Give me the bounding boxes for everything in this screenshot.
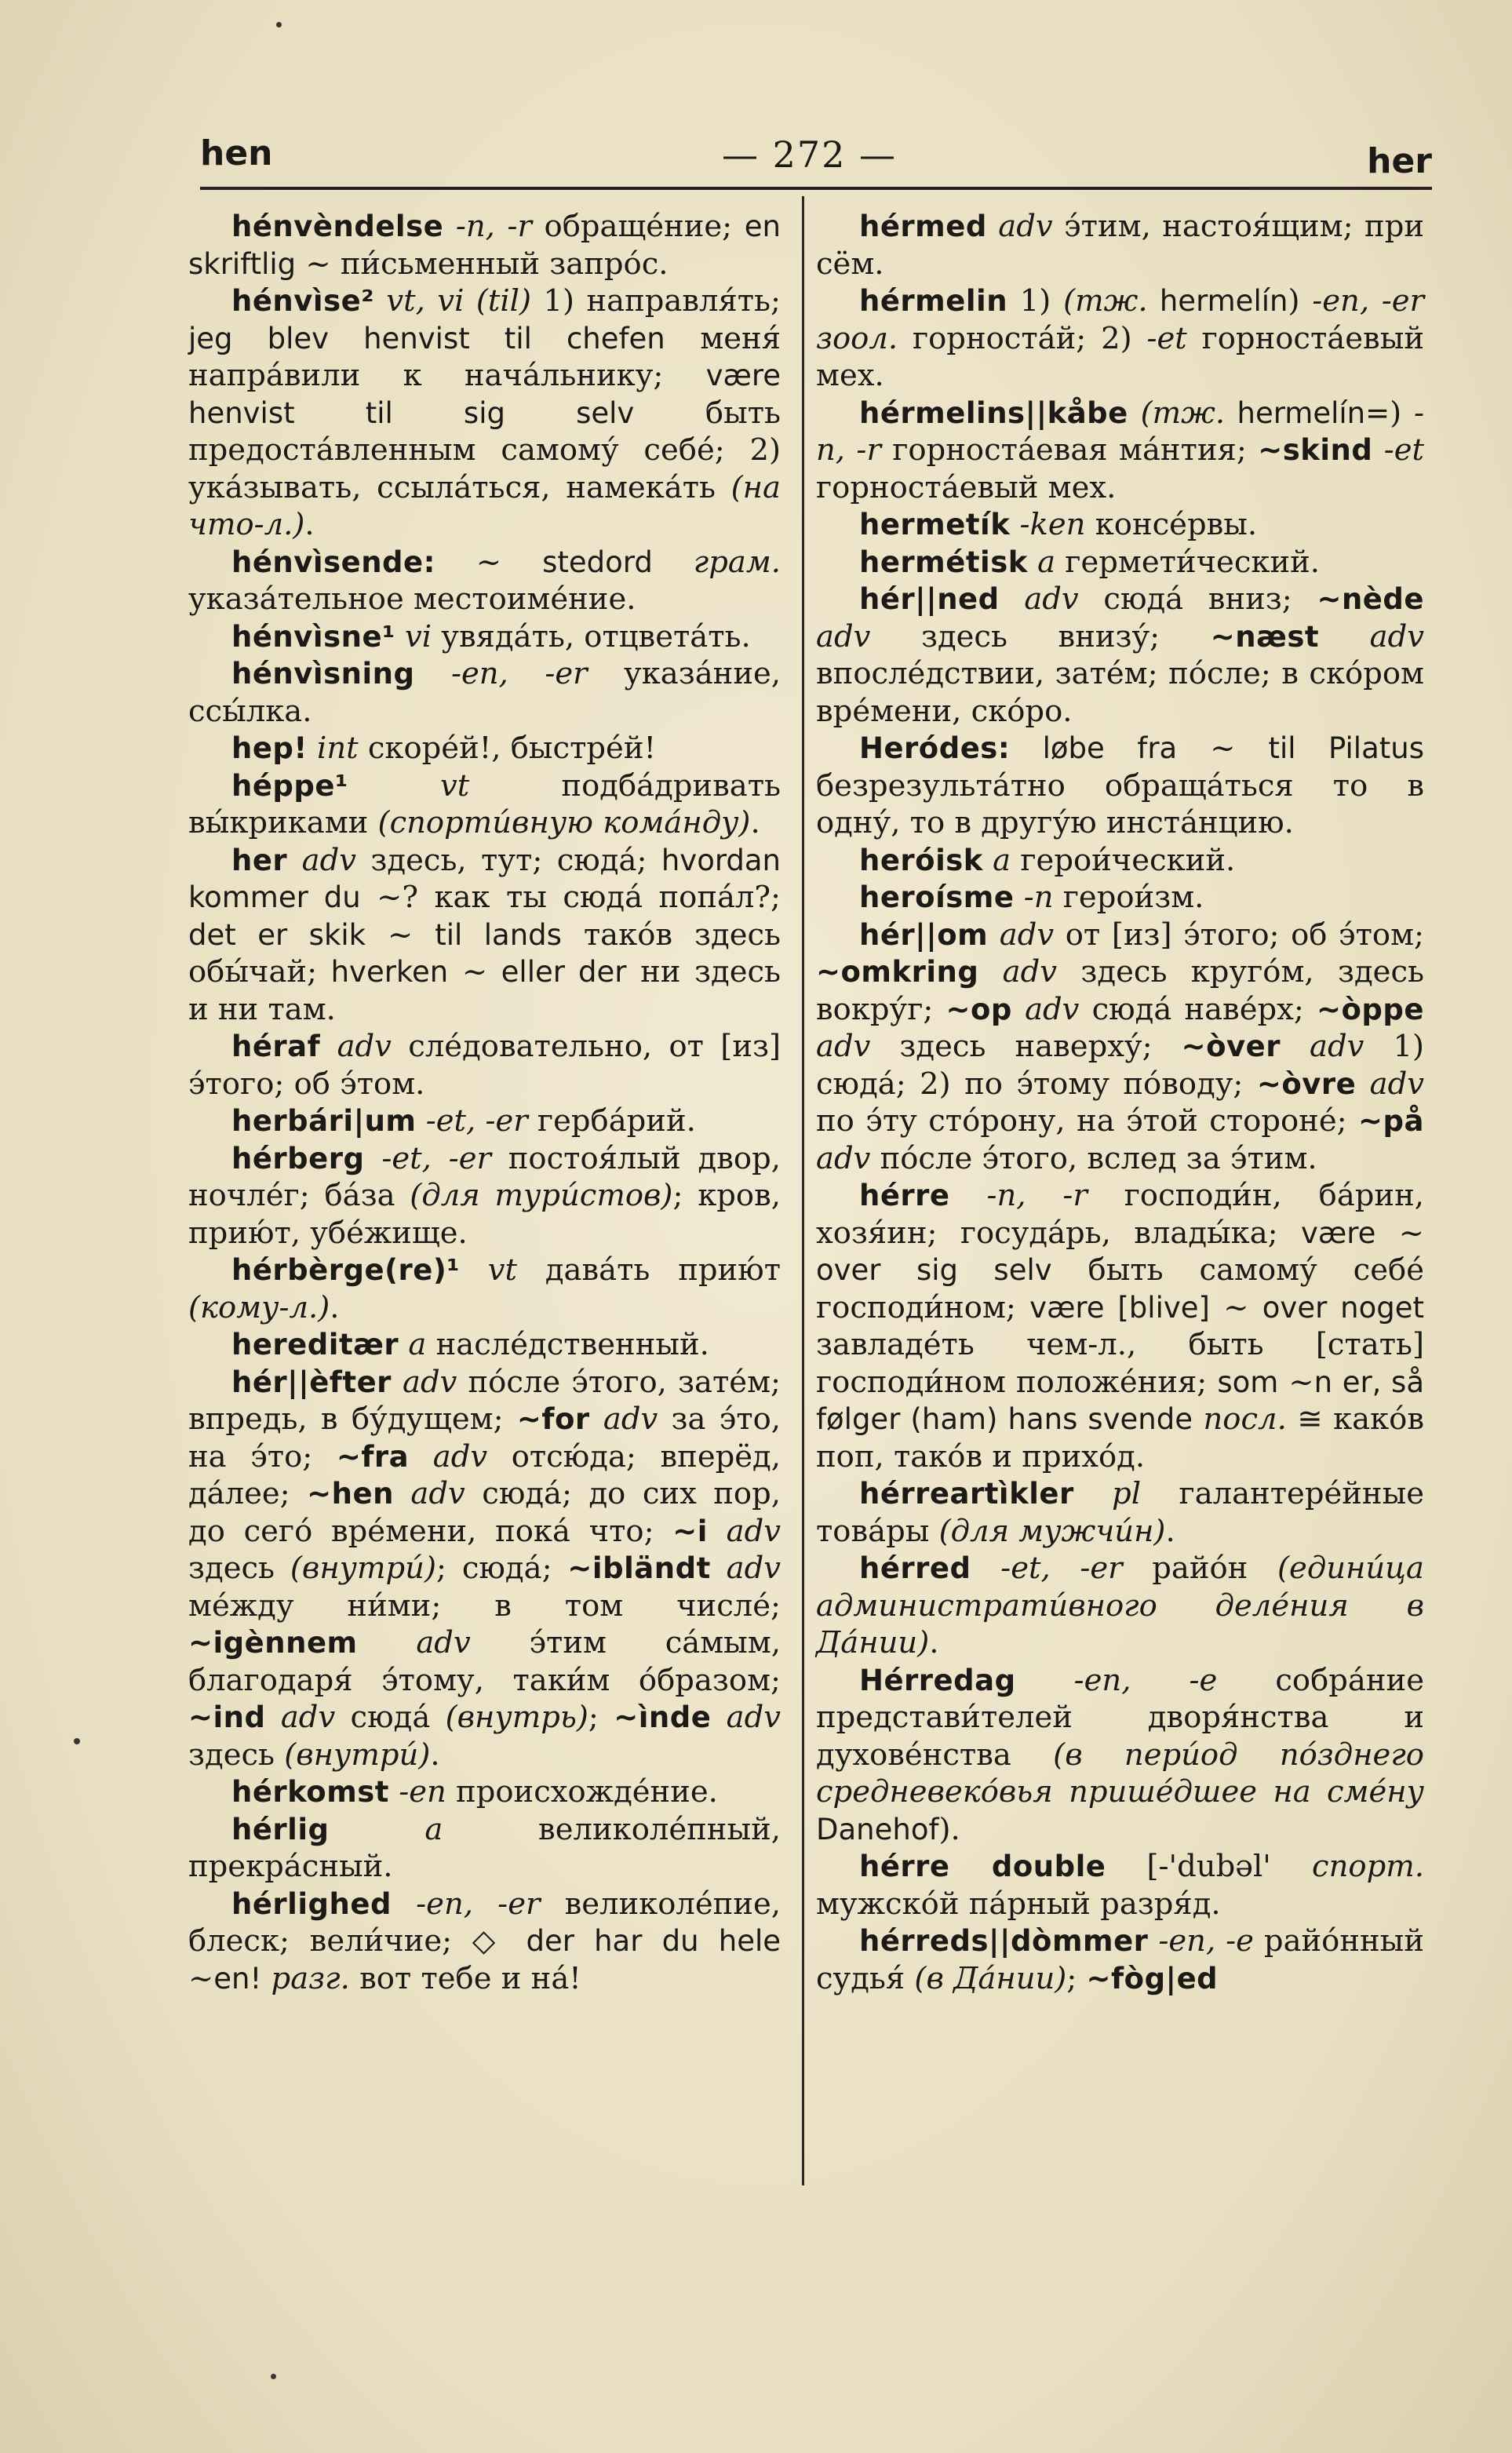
grammar-label: -et: [1131, 320, 1187, 356]
headword: Hérredag: [859, 1663, 1016, 1697]
headword: ~næst: [1210, 619, 1320, 654]
grammar-label: adv: [1281, 1029, 1364, 1064]
dictionary-entry: [188, 1886, 781, 1998]
translation-text: райо́нный судья́: [816, 1923, 1424, 1996]
grammar-label: adv: [710, 1551, 781, 1586]
dictionary-entry: [188, 767, 781, 842]
example-text: til Pilatus: [1268, 731, 1424, 765]
headword: hérmelin: [859, 284, 1008, 318]
headword: ~òver: [1181, 1030, 1281, 1063]
headword: héraf: [231, 1030, 321, 1063]
translation-text: ≅ како́в поп, тако́в и прихо́д.: [816, 1401, 1425, 1474]
translation-text: тако́в здесь обы́чай;: [188, 917, 781, 990]
example-text: over noget: [1262, 1290, 1424, 1325]
translation-text: постоя́лый двор, ночле́г; ба́за: [188, 1140, 781, 1213]
headword: héppe¹: [231, 768, 348, 803]
headword: ~på: [1358, 1104, 1424, 1138]
dictionary-entry: [816, 917, 1424, 1178]
headword: ~i: [672, 1514, 708, 1548]
grammar-label: adv: [393, 1476, 465, 1511]
translation-text: ; кров, прию́т, убе́жище.: [188, 1178, 781, 1251]
grammar-label: adv: [816, 1029, 871, 1064]
headword: hérlig: [231, 1812, 330, 1846]
translation-text: отсю́да; вперёд, да́лее;: [188, 1438, 781, 1511]
translation-text: сюда́ вниз;: [1078, 581, 1317, 617]
dictionary-entry: [816, 1177, 1424, 1475]
dictionary-entry: [188, 730, 781, 767]
translation-text: консе́рвы.: [1085, 507, 1258, 542]
headword: hep!: [231, 731, 308, 765]
grammar-label: adv: [1356, 1066, 1425, 1102]
dictionary-entry: [188, 208, 781, 282]
translation-text: 1): [1007, 283, 1064, 319]
grammar-label: a: [399, 1327, 427, 1362]
dictionary-entry: [816, 395, 1424, 507]
translation-text: ~: [366, 917, 435, 953]
dictionary-entry: [816, 544, 1424, 581]
headword: heroísme: [859, 880, 1015, 914]
grammar-label: (внутрь): [445, 1700, 588, 1735]
dictionary-entry: [816, 506, 1424, 544]
grammar-label: -et, -er: [364, 1140, 491, 1176]
translation-text: здесь наверху́;: [870, 1029, 1182, 1064]
translation-text: мужско́й па́рный разря́д.: [816, 1886, 1221, 1922]
grammar-label: разг.: [261, 1960, 350, 1996]
translation-text: быть самому́ себе́ господи́ном;: [816, 1252, 1424, 1325]
translation-text: ни здесь и ни там.: [188, 954, 781, 1027]
example-text: hvordan kommer du: [188, 843, 781, 914]
dictionary-entry: [188, 1364, 781, 1774]
headword: her: [231, 843, 288, 877]
translation-text: собра́ние представи́телей дворя́нства и духове́нства: [816, 1662, 1424, 1773]
grammar-label: (в Да́нии): [914, 1960, 1067, 1996]
headword: hermetík: [859, 508, 1011, 541]
translation-text: скоре́й!, быстре́й!: [358, 731, 656, 766]
translation-text: .: [304, 507, 315, 542]
grammar-label: adv: [1011, 991, 1080, 1027]
example-text: løbe fra: [1010, 731, 1178, 765]
grammar-label: (в пери́од по́зднего средневеко́вья прише́дшее на сме́ну: [816, 1737, 1424, 1810]
translation-text: указа́тельное местоиме́ние.: [188, 581, 636, 617]
translation-text: здесь: [188, 1737, 285, 1773]
grammar-label: adv: [265, 1700, 336, 1735]
example-text: det er skik: [188, 917, 366, 952]
translation-text: герои́ческий.: [1011, 842, 1236, 878]
dictionary-entry: [816, 1475, 1424, 1550]
dictionary-entry: [188, 1103, 781, 1140]
grammar-label: vi: [395, 618, 432, 654]
dictionary-entry: [816, 208, 1424, 282]
grammar-label: -n: [1014, 880, 1054, 915]
grammar-label: a: [329, 1811, 443, 1847]
headword: hermétisk: [859, 545, 1028, 579]
example-text: hermelín=: [1225, 395, 1390, 430]
translation-text: вот тебе и на́!: [349, 1960, 581, 1996]
translation-text: ).: [938, 1811, 960, 1847]
page-number: — 272 —: [722, 133, 898, 176]
translation-text: ~: [1278, 1364, 1314, 1400]
translation-text: ;: [588, 1700, 614, 1735]
grammar-label: adv: [357, 1625, 471, 1660]
headword: ~for: [516, 1402, 590, 1436]
dictionary-entry: [188, 618, 781, 656]
dictionary-entry: [816, 1550, 1424, 1662]
headword: hérberg: [231, 1141, 365, 1175]
paper-speck: [276, 22, 282, 27]
translation-text: обраще́ние;: [531, 209, 745, 244]
headword: ~omkring: [816, 955, 979, 989]
translation-text: .: [929, 1625, 939, 1660]
grammar-label: -n, -r: [949, 1178, 1088, 1213]
translation-text: сюда́ наве́рх;: [1079, 991, 1317, 1027]
translation-text: ~ пи́сьменный запро́с.: [296, 246, 669, 282]
headword: hénvìse²: [231, 284, 374, 318]
dictionary-entry: [188, 1140, 781, 1252]
dictionary-entry: [188, 544, 781, 618]
dictionary-entry: [816, 282, 1424, 395]
example-text: der har du hele: [526, 1924, 781, 1958]
translation-text: ~? как ты сюда́ попа́л?;: [360, 880, 781, 915]
headword: hérbèrge(re)¹: [231, 1253, 460, 1287]
headword: hérred: [859, 1551, 971, 1585]
dictionary-entry: [188, 1326, 781, 1364]
grammar-label: adv: [816, 618, 871, 654]
headword: ~fòg|ed: [1086, 1961, 1219, 1996]
headword: hénvìsende:: [231, 545, 435, 579]
dictionary-entry: [188, 655, 781, 730]
translation-text: ме́жду ни́ми; в том числе́;: [188, 1587, 781, 1624]
dictionary-entry: [816, 879, 1424, 917]
translation-text: э́тим, настоя́щим; при сём.: [816, 209, 1424, 282]
dictionary-entry: [816, 1848, 1424, 1923]
example-text: en skriftlig: [188, 210, 781, 281]
example-text: være: [1301, 1216, 1376, 1250]
grammar-label: (тж.: [1063, 283, 1148, 319]
translation-text: завладе́ть чем-л., быть [стать] господи́ном положе́ния;: [816, 1327, 1424, 1400]
translation-text: здесь внизу́;: [870, 618, 1211, 654]
headword: herbári|um: [231, 1104, 417, 1138]
grammar-label: (на что-л.): [188, 469, 781, 542]
grammar-label: (для тури́стов): [410, 1178, 673, 1213]
headword: heróisk: [859, 843, 983, 877]
grammar-label: (для мужчи́н): [938, 1513, 1166, 1549]
example-text: være [blive]: [1029, 1290, 1210, 1325]
translation-text: дава́ть прию́т: [517, 1252, 781, 1288]
grammar-label: adv: [391, 1364, 457, 1400]
translation-text: ~: [435, 544, 543, 580]
grammar-label: (едини́ца администрати́вного деле́ния в Да́нии): [816, 1551, 1424, 1660]
translation-text: происхожде́ние.: [446, 1774, 718, 1810]
translation-text: галантере́йные това́ры: [816, 1476, 1424, 1549]
headword: ~igènnem: [188, 1626, 358, 1660]
headword: hérmelins||kåbe: [859, 395, 1128, 430]
translation-text: за э́то, на э́то;: [188, 1401, 781, 1474]
translation-text: горноста́й; 2): [898, 320, 1132, 356]
grammar-label: -n, -r: [816, 395, 1424, 468]
headword: hér||èfter: [231, 1365, 392, 1399]
translation-text: здесь круго́м, здесь вокру́г;: [816, 954, 1424, 1027]
translation-text: ~: [1177, 731, 1269, 766]
grammar-label: -en, -er: [414, 656, 588, 691]
translation-text: ; сюда́;: [435, 1551, 568, 1586]
grammar-label: adv: [999, 581, 1079, 617]
headword: ~ibländt: [567, 1551, 711, 1585]
translation-text: по́сле э́того, вслед за э́тим.: [870, 1140, 1317, 1176]
example-text: stedord: [542, 545, 653, 579]
grammar-label: -en, -e: [1015, 1662, 1218, 1698]
grammar-label: -n, -r: [443, 209, 532, 244]
translation-text: сле́довательно, от [из] э́того; об э́том.: [188, 1029, 781, 1102]
translation-text: герба́рий.: [527, 1103, 696, 1139]
grammar-label: a: [982, 842, 1011, 878]
translation-text: здесь, тут; сюда́;: [355, 842, 661, 878]
grammar-label: vt: [459, 1252, 518, 1288]
translation-text: 1) направля́ть;: [531, 283, 781, 319]
headword: hérreartìkler: [859, 1477, 1074, 1511]
example-text: være henvist til sig selv: [188, 359, 781, 430]
headword: ~hen: [307, 1477, 394, 1511]
grammar-label: adv: [816, 1140, 871, 1176]
grammar-label: adv: [287, 842, 356, 878]
dictionary-entry: [188, 1028, 781, 1103]
grammar-label: (кому-л.): [188, 1289, 330, 1325]
grammar-label: vt, vi (til): [373, 283, 531, 319]
translation-text: .: [1165, 1513, 1175, 1549]
grammar-label: adv: [409, 1438, 488, 1474]
grammar-label: посл.: [1193, 1401, 1287, 1437]
grammar-label: (спорти́вную кома́нду): [377, 805, 751, 840]
grammar-label: -en, -er зоол.: [816, 283, 1424, 356]
headword: ~òppe: [1317, 992, 1424, 1026]
grammar-label: adv: [589, 1401, 658, 1437]
header-rule: [200, 187, 1432, 190]
dictionary-entry: [816, 1923, 1424, 1997]
translation-text: .: [430, 1737, 440, 1773]
grammar-label: adv: [1319, 618, 1424, 654]
translation-text: безрезульта́тно обраща́ться то в одну́, то в другу́ю инста́нцию.: [816, 767, 1424, 840]
translation-text: ): [1390, 395, 1402, 431]
dictionary-entry: [816, 730, 1424, 842]
example-text: som: [1217, 1365, 1279, 1399]
headword: ~op: [945, 992, 1012, 1026]
column-divider: [802, 196, 804, 2185]
example-text: til lands: [435, 917, 562, 952]
right-column: [816, 208, 1424, 1997]
grammar-label: vt: [348, 767, 470, 804]
grammar-label: -et, -er: [971, 1551, 1123, 1586]
grammar-label: adv: [986, 209, 1053, 244]
grammar-label: adv: [978, 954, 1058, 990]
headword: hér||ned: [859, 582, 1000, 616]
translation-text: ): [1288, 283, 1300, 319]
example-text: hverken: [330, 955, 449, 989]
headword: ~nède: [1317, 582, 1424, 616]
grammar-label: (внутри́): [290, 1551, 436, 1586]
grammar-label: -et, -er: [416, 1103, 528, 1139]
translation-text: ~: [1209, 1289, 1262, 1325]
grammar-label: (внутри́): [284, 1737, 431, 1773]
left-column: [188, 208, 781, 1997]
dictionary-entry: [816, 581, 1424, 730]
headword: Heródes:: [859, 731, 1011, 765]
dictionary-entry: [188, 1773, 781, 1811]
translation-text: указа́ние, ссы́лка.: [188, 656, 781, 729]
translation-text: по́сле э́того, зате́м; впредь, в бу́дущем;: [188, 1364, 781, 1437]
translation-text: здесь: [188, 1551, 290, 1586]
headword: hérmed: [859, 210, 987, 243]
translation-text: герои́зм.: [1053, 880, 1204, 915]
translation-text: горноста́евый мех.: [816, 320, 1424, 393]
translation-text: от [из] э́того; об э́том;: [1054, 917, 1424, 953]
example-text: eller der: [501, 955, 627, 989]
headword: hérre: [859, 1179, 950, 1212]
translation-text: горноста́евый мех.: [816, 469, 1117, 505]
translation-text: ~: [448, 954, 501, 990]
headword: ~skind: [1258, 433, 1373, 467]
translation-text: .: [750, 805, 760, 840]
paper-speck: [271, 2374, 276, 2379]
grammar-label: adv: [707, 1513, 781, 1549]
translation-text: великоле́пный, прекра́сный.: [188, 1811, 781, 1884]
headword: hér||om: [859, 917, 989, 952]
headword: hérre double: [859, 1850, 1106, 1883]
grammar-label: спорт.: [1270, 1849, 1424, 1884]
translation-text: сюда́; до сих пор, до сего́ вре́мени, пока́ что;: [188, 1476, 781, 1549]
dictionary-entry: [816, 1662, 1424, 1849]
translation-text: по э́ту сто́рону, на э́той стороне́;: [816, 1103, 1359, 1139]
grammar-label: -en: [388, 1774, 446, 1810]
headword: ~ìnde: [614, 1700, 712, 1734]
grammar-label: -et: [1372, 432, 1425, 468]
headword: hérkomst: [231, 1775, 389, 1809]
grammar-label: -en, -e: [1148, 1923, 1254, 1959]
headword: hénvèndelse: [231, 210, 444, 243]
translation-text: ;: [1066, 1960, 1087, 1996]
grammar-label: int: [307, 731, 359, 766]
dictionary-entry: [188, 282, 781, 544]
translation-text: [-'dubəl': [1106, 1849, 1271, 1884]
translation-text: ~: [188, 1960, 214, 1996]
grammar-label: adv: [711, 1700, 781, 1735]
grammar-label: -ken: [1010, 507, 1086, 542]
grammar-label: -en, -er: [391, 1886, 541, 1922]
grammar-label: a: [1027, 544, 1056, 580]
translation-text: насле́дственный.: [426, 1327, 709, 1362]
translation-text: сюда́: [335, 1700, 446, 1735]
dictionary-entry: [188, 1252, 781, 1326]
guide-word-left: hen: [200, 133, 273, 173]
paper-speck: [74, 1738, 80, 1744]
example-text: Danehof: [816, 1812, 939, 1846]
translation-text: великоле́пие, блеск; вели́чие; ◇: [188, 1886, 781, 1959]
headword: hereditær: [231, 1328, 399, 1361]
headword: hénvìsne¹: [231, 619, 395, 654]
translation-text: райо́н: [1122, 1551, 1278, 1586]
example-text: jeg blev henvist til chefen: [188, 321, 665, 355]
translation-text: горноста́евая ма́нтия;: [880, 432, 1259, 468]
translation-text: .: [330, 1289, 340, 1325]
dictionary-entry: [188, 842, 781, 1029]
example-text: en!: [213, 1961, 262, 1996]
translation-text: ~: [1375, 1215, 1424, 1251]
headword: hérlighed: [231, 1886, 392, 1921]
translation-text: быть предоста́вленным самому́ себе́; 2) ука́зывать, ссыла́ться, намека́ть: [188, 395, 781, 505]
grammar-label: adv: [320, 1029, 392, 1064]
guide-word-right: her: [1367, 141, 1432, 181]
headword: hérreds||dòmmer: [859, 1924, 1149, 1958]
dictionary-entry: [188, 1811, 781, 1886]
headword: ~òvre: [1256, 1066, 1357, 1101]
translation-text: господи́н, ба́рин, хозя́ин; госуда́рь, влады́ка;: [816, 1178, 1424, 1251]
translation-text: [1128, 395, 1141, 431]
grammar-label: грам.: [652, 544, 781, 580]
translation-text: гермети́ческий.: [1055, 544, 1320, 580]
translation-text: 1) сюда́; 2) по э́тому по́воду;: [816, 1029, 1424, 1102]
translation-text: меня́ напра́вили к нача́льнику;: [188, 320, 781, 393]
translation-text: впосле́дствии, зате́м; по́сле; в ско́ром вре́мени, ско́ро.: [816, 656, 1424, 729]
dictionary-entry: [816, 842, 1424, 880]
grammar-label: pl: [1073, 1476, 1142, 1511]
example-text: hermelín: [1147, 284, 1288, 318]
translation-text: подба́дривать вы́криками: [188, 767, 781, 840]
headword: ~fra: [336, 1439, 410, 1474]
headword: hénvìsning: [231, 657, 415, 691]
translation-text: увяда́ть, отцвета́ть.: [432, 618, 751, 654]
grammar-label: (тж.: [1140, 395, 1226, 431]
headword: ~ind: [188, 1700, 266, 1734]
translation-text: э́тим са́мым, благодаря́ э́тому, таки́м о́бразом;: [188, 1625, 782, 1698]
example-text: over sig selv: [816, 1253, 1052, 1287]
grammar-label: adv: [988, 917, 1055, 953]
page-header: [200, 133, 1432, 188]
example-text: n er, så følger (ham) hans svende: [816, 1365, 1424, 1436]
